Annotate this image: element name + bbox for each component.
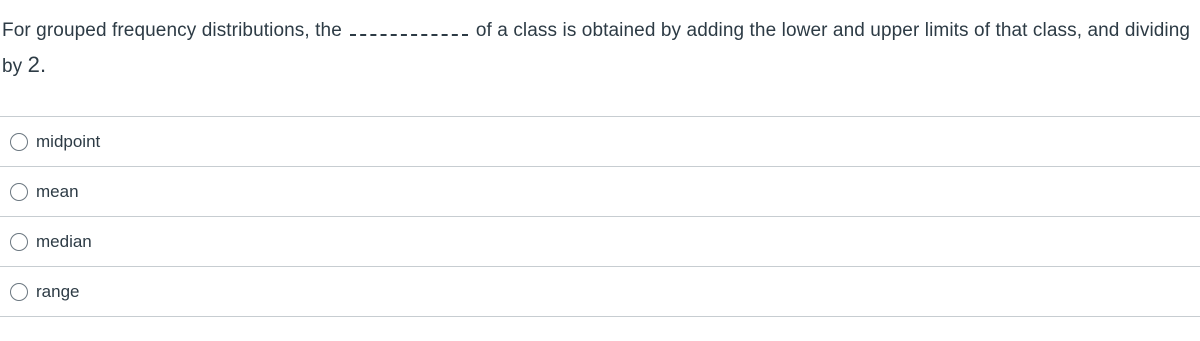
answer-option-midpoint[interactable] — [0, 117, 1200, 167]
answer-option-range[interactable] — [0, 267, 1200, 317]
radio-button-icon[interactable] — [10, 133, 28, 151]
answer-option-median[interactable] — [0, 217, 1200, 267]
answer-label: median — [36, 231, 92, 251]
question-text — [2, 14, 1196, 84]
radio-button-icon[interactable] — [10, 183, 28, 201]
question-text-after-blank: of a class is obtained by adding the lower and upper limits of that class, and dividing by — [2, 20, 1191, 77]
question-number-value: 2 — [27, 52, 41, 77]
answer-label: mean — [36, 181, 79, 201]
radio-button-icon[interactable] — [10, 233, 28, 251]
answer-list — [0, 116, 1200, 317]
fill-in-blank — [350, 20, 468, 36]
answer-option-mean[interactable] — [0, 167, 1200, 217]
answer-label: range — [36, 281, 80, 301]
answer-label: midpoint — [36, 131, 101, 151]
question-text-before-blank: For grouped frequency distributions, the — [2, 20, 342, 41]
radio-button-icon[interactable] — [10, 283, 28, 301]
question-terminal-punctuation: . — [40, 52, 47, 77]
